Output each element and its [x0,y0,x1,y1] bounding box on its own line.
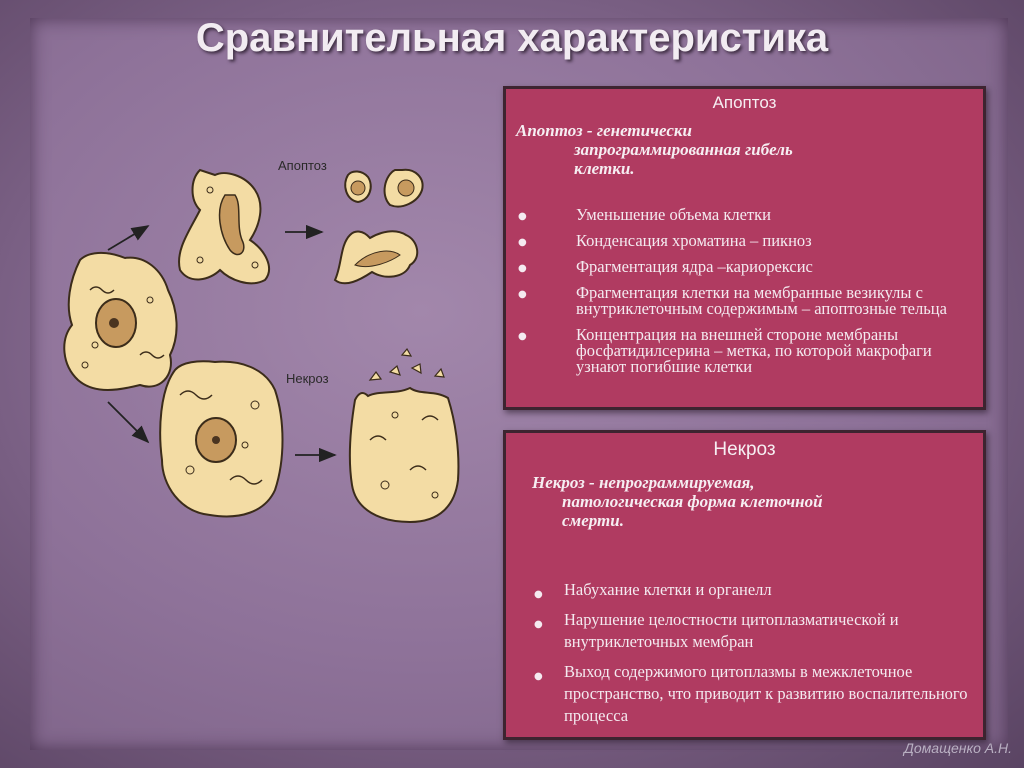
bullet-icon: ● [518,211,527,222]
list-item: ● Уменьшение объема клетки [518,205,771,224]
bullet-icon: ● [518,263,527,274]
necrosis-feature-list [532,579,987,735]
apoptosis-definition-line1: Апоптоз - генетически [516,121,692,140]
apoptotic-bodies [335,170,423,284]
necrosis-definition-line3: смерти. [562,511,624,530]
arrow-to-necrosis [108,402,148,442]
swollen-cell [160,361,282,516]
bullet-icon: ● [518,331,527,342]
list-item: ● Фрагментация ядра –кариорексис [518,257,813,276]
arrow-to-apoptosis [108,226,148,250]
apoptosis-panel [503,86,986,410]
slide-title: Сравнительная характеристика [195,16,829,60]
apoptosis-definition [516,121,966,178]
list-item: ● Фрагментация клетки на мембранные везикулы с внутриклеточным содержимым – апоптозные тельца [518,283,947,318]
necrosis-definition-line2: патологическая форма клеточной [562,492,823,511]
list-item: ● Выход содержимого цитоплазмы в межклеточное пространство, что приводит к развитию воспалительного процесса [534,662,968,725]
lysed-cell [350,349,459,522]
bullet-icon: ● [518,289,527,300]
label-necrosis: Некроз [286,371,329,386]
apoptotic-cell [179,170,269,283]
apoptosis-header: Апоптоз [712,93,777,112]
bullet-icon: ● [534,671,543,682]
necrosis-definition-line1: Некроз - непрограммируемая, [532,473,755,492]
bullet-icon: ● [534,589,543,600]
bullet-icon: ● [518,237,527,248]
label-apoptosis: Апоптоз [278,158,327,173]
necrosis-panel [503,430,986,740]
list-item: ● Конденсация хроматина – пикноз [518,231,812,250]
cell-death-diagram [50,140,500,540]
necrosis-header: Некроз [713,439,776,460]
necrosis-definition [532,473,972,530]
apoptosis-definition-line3: клетки. [574,159,635,178]
list-item: ● Нарушение целостности цитоплазматической и внутриклеточных мембран [534,610,899,651]
bullet-icon: ● [534,619,543,630]
author-credit: Домащенко А.Н. [904,740,1012,756]
apoptosis-feature-list [516,207,976,385]
apoptosis-definition-line2: запрограммированная гибель [574,140,793,159]
normal-cell [64,253,176,390]
list-item: ● Набухание клетки и органелл [532,579,987,601]
list-item: ● Концентрация на внешней стороне мембраны фосфатидилсерина – метка, по которой макрофаги узнают погибшие клетки [518,325,932,376]
